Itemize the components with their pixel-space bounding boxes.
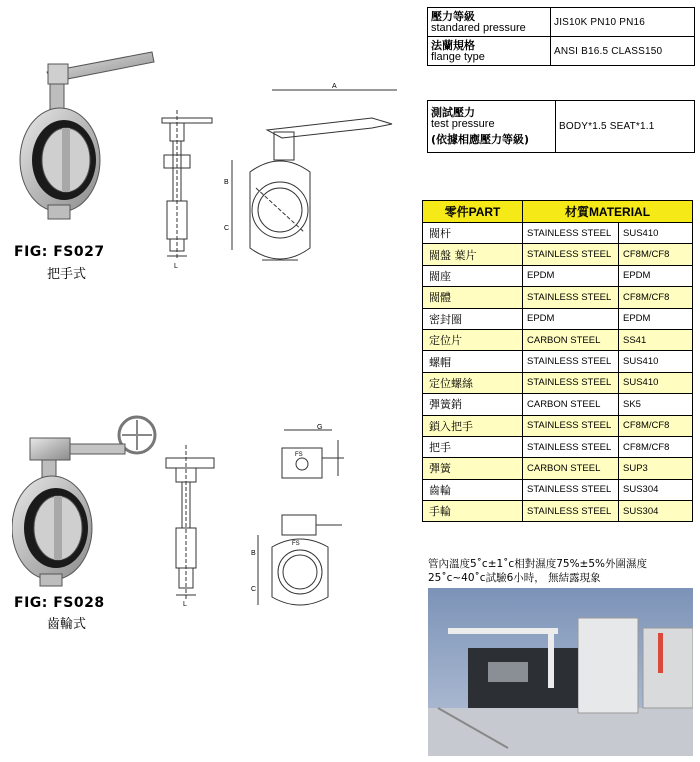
test-pressure-value: BODY*1.5 SEAT*1.1 bbox=[556, 101, 695, 153]
part-name: 鎖入把手 bbox=[423, 415, 523, 436]
material-code: SS41 bbox=[619, 329, 693, 350]
material-code: SUS304 bbox=[619, 479, 693, 500]
flange-type-cn: 法蘭規格 bbox=[431, 38, 475, 52]
material-name: STAINLESS STEEL bbox=[523, 436, 619, 457]
material-row bbox=[423, 351, 693, 372]
part-name: 手輪 bbox=[423, 501, 523, 522]
material-code: CF8M/CF8 bbox=[619, 287, 693, 308]
fs028-fig-label: FIG: FS028 bbox=[14, 595, 105, 611]
header-material: 材質MATERIAL bbox=[523, 201, 693, 223]
part-name: 把手 bbox=[423, 436, 523, 457]
material-name: STAINLESS STEEL bbox=[523, 501, 619, 522]
material-row bbox=[423, 479, 693, 500]
fs028-top-drawing bbox=[262, 420, 352, 500]
fs027-side-drawing bbox=[150, 110, 220, 270]
material-code: SUS410 bbox=[619, 351, 693, 372]
fs027-A-label: A bbox=[332, 83, 337, 90]
fs028-side-L-label: L bbox=[183, 601, 187, 608]
fs027-fig-subtitle: 把手式 bbox=[47, 267, 87, 282]
material-name: STAINLESS STEEL bbox=[523, 372, 619, 393]
test-pressure-note: (依據相應壓力等級) bbox=[431, 133, 530, 146]
material-code: SK5 bbox=[619, 394, 693, 415]
material-code: SUS304 bbox=[619, 501, 693, 522]
standard-pressure-cn: 壓力等級 bbox=[431, 9, 475, 23]
part-name: 閥座 bbox=[423, 265, 523, 286]
material-row bbox=[423, 287, 693, 308]
fs028-side-drawing bbox=[158, 440, 228, 610]
fs027-B-label: B bbox=[224, 179, 229, 186]
fs028-B-label: B bbox=[251, 550, 256, 557]
standard-pressure-cell bbox=[428, 8, 551, 37]
material-row bbox=[423, 394, 693, 415]
material-code: EPDM bbox=[619, 308, 693, 329]
fs028-top-FS-label: FS bbox=[295, 452, 303, 458]
fs027-side-L-label: L bbox=[174, 263, 178, 270]
test-pressure-en: test pressure bbox=[431, 118, 495, 130]
test-condition-line1: 管內溫度5˚c±1˚c相對濕度75%±5%外圍濕度 bbox=[428, 558, 647, 570]
material-name: CARBON STEEL bbox=[523, 329, 619, 350]
flange-type-value: ANSI B16.5 CLASS150 bbox=[551, 37, 695, 66]
part-name: 彈簧銷 bbox=[423, 394, 523, 415]
material-code: CF8M/CF8 bbox=[619, 244, 693, 265]
fs028-front-drawing bbox=[250, 505, 350, 615]
flange-type-cell bbox=[428, 37, 551, 66]
test-condition-note bbox=[428, 557, 647, 585]
header-part: 零件PART bbox=[423, 201, 523, 223]
material-name: EPDM bbox=[523, 308, 619, 329]
material-row bbox=[423, 372, 693, 393]
material-row bbox=[423, 308, 693, 329]
material-code: CF8M/CF8 bbox=[619, 415, 693, 436]
part-name: 定位螺絲 bbox=[423, 372, 523, 393]
standard-pressure-value: JIS10K PN10 PN16 bbox=[551, 8, 695, 37]
test-lab-photo bbox=[428, 588, 693, 756]
fs027-valve-photo bbox=[12, 40, 162, 240]
fs027-fig-label: FIG: FS027 bbox=[14, 244, 105, 260]
test-condition-line2: 25˚c~40˚c試驗6小時， 無結露現象 bbox=[428, 572, 601, 584]
part-name: 閥杆 bbox=[423, 223, 523, 244]
material-name: STAINLESS STEEL bbox=[523, 415, 619, 436]
material-code: EPDM bbox=[619, 265, 693, 286]
material-name: EPDM bbox=[523, 265, 619, 286]
material-name: STAINLESS STEEL bbox=[523, 223, 619, 244]
material-row bbox=[423, 244, 693, 265]
part-name: 閥盤 葉片 bbox=[423, 244, 523, 265]
material-row bbox=[423, 329, 693, 350]
test-pressure-cell bbox=[428, 101, 556, 153]
material-name: STAINLESS STEEL bbox=[523, 287, 619, 308]
material-row bbox=[423, 458, 693, 479]
fs028-valve-photo bbox=[12, 410, 162, 590]
material-table-header bbox=[423, 201, 693, 223]
fs028-front-FS-label: FS bbox=[292, 541, 300, 547]
pressure-flange-table bbox=[427, 7, 695, 66]
material-code: SUS410 bbox=[619, 223, 693, 244]
material-row bbox=[423, 415, 693, 436]
fs028-G-label: G bbox=[317, 424, 323, 431]
fs028-fig-subtitle: 齒輪式 bbox=[47, 617, 87, 632]
material-name: STAINLESS STEEL bbox=[523, 244, 619, 265]
fs027-C-label: C bbox=[224, 225, 230, 232]
material-row bbox=[423, 223, 693, 244]
part-name: 螺帽 bbox=[423, 351, 523, 372]
flange-type-en: flange type bbox=[431, 50, 485, 63]
standard-pressure-en: standared pressure bbox=[431, 21, 526, 34]
part-name: 閥體 bbox=[423, 287, 523, 308]
fs028-C-label: C bbox=[251, 586, 257, 593]
material-row bbox=[423, 265, 693, 286]
part-name: 齒輪 bbox=[423, 479, 523, 500]
material-code: SUS410 bbox=[619, 372, 693, 393]
material-code: SUP3 bbox=[619, 458, 693, 479]
material-name: STAINLESS STEEL bbox=[523, 351, 619, 372]
material-table bbox=[422, 200, 693, 522]
test-pressure-table bbox=[427, 100, 695, 153]
material-name: STAINLESS STEEL bbox=[523, 479, 619, 500]
material-row bbox=[423, 501, 693, 522]
material-code: CF8M/CF8 bbox=[619, 436, 693, 457]
fs027-front-drawing bbox=[222, 80, 422, 270]
part-name: 密封圈 bbox=[423, 308, 523, 329]
material-name: CARBON STEEL bbox=[523, 458, 619, 479]
material-row bbox=[423, 436, 693, 457]
part-name: 定位片 bbox=[423, 329, 523, 350]
test-pressure-cn: 測試壓力 bbox=[431, 106, 475, 119]
material-name: CARBON STEEL bbox=[523, 394, 619, 415]
part-name: 彈簧 bbox=[423, 458, 523, 479]
